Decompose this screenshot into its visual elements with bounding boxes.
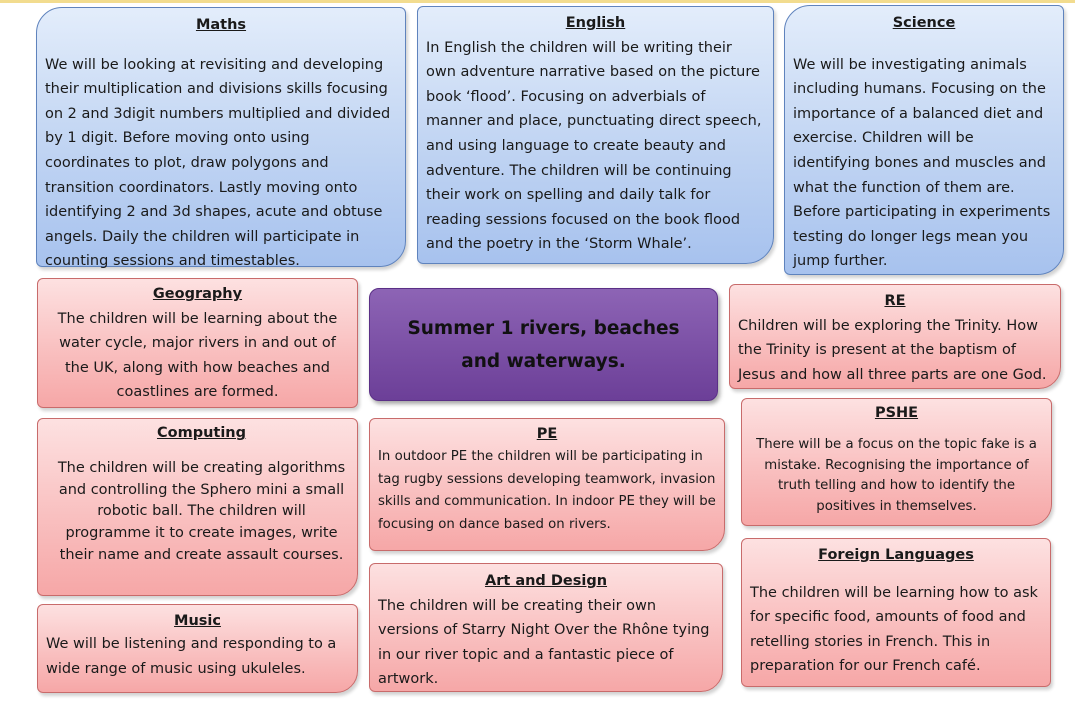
computing-text: The children will be creating algorithms and controlling the Sphero mini a small robotic ball. The children will programme it to create images, write their name and create assault courses. [57,459,346,563]
foreign-languages-panel [741,538,1051,687]
re-panel [729,284,1061,389]
art-design-text: The children will be creating their own versions of Starry Night Over the Rhône tying in our river topic and a fantastic piece of artwork. [378,597,710,688]
pshe-title: PSHE [874,405,919,421]
science-text: We will be investigating animals including humans. Focusing on the importance of a balanced diet and exercise. Children will be identifying bones and muscles and what the function of them are. Before participating in experiments testing do longer legs mean you jump further. [793,56,1051,270]
re-title: RE [884,293,906,309]
science-title: Science [892,15,956,31]
top-border [0,0,1075,3]
music-title: Music [174,613,221,629]
art-design-panel [369,563,723,692]
topic-title-box [369,288,718,401]
english-title: English [565,15,626,31]
geography-title: Geography [152,286,243,302]
foreign-languages-text: The children will be learning how to ask for specific food, amounts of food and retelling stories in French. This in preparation for our French café. [750,584,1038,675]
topic-title: Summer 1 rivers, beaches and waterways. [407,317,680,372]
english-text: In English the children will be writing their own adventure narrative based on the picture book ‘flood’. Focusing on adverbials of manner and place, punctuating direct speech, and using language to create beauty and adventure. The children will be continuing their work on spelling and daily talk for reading sessions focused on the book flood and the poetry in the ‘Storm Whale’. [426,39,762,253]
music-panel [37,604,358,693]
pe-text: In outdoor PE the children will be participating in tag rugby sessions developing teamwork, invasion skills and communication. In indoor PE they will be focusing on dance based on rivers. [378,448,716,533]
computing-panel [37,418,358,596]
maths-panel [36,7,406,270]
maths-title: Maths [195,17,247,33]
geography-text: The children will be learning about the water cycle, major rivers in and out of the UK, along with how beaches and coastlines are formed. [57,310,338,401]
geography-panel [37,278,358,408]
pshe-text: There will be a focus on the topic fake is a mistake. Recognising the importance of truth telling and how to identify the positives in themselves. [756,437,1037,514]
pe-panel [369,418,725,551]
art-design-title: Art and Design [484,573,608,589]
science-panel [784,5,1064,275]
pe-title: PE [536,426,558,442]
foreign-languages-title: Foreign Languages [818,547,974,563]
computing-title: Computing [156,425,247,441]
english-panel [417,6,774,264]
pshe-panel [741,398,1052,526]
maths-text: We will be looking at revisiting and developing their multiplication and divisions skills focusing on 2 and 3digit numbers multiplied and divided by 1 digit. Before moving onto using coordinates to plot, draw polygons and transition coordinators. Lastly moving onto identifying 2 and 3d shapes, acute and obtuse angels. Daily the children will participate in counting sessions and timestables. [45,56,391,270]
music-text: We will be listening and responding to a wide range of music using ukuleles. [46,636,337,677]
re-text: Children will be exploring the Trinity. How the Trinity is present at the baptism of Jesus and how all three parts are one God. [738,317,1047,383]
